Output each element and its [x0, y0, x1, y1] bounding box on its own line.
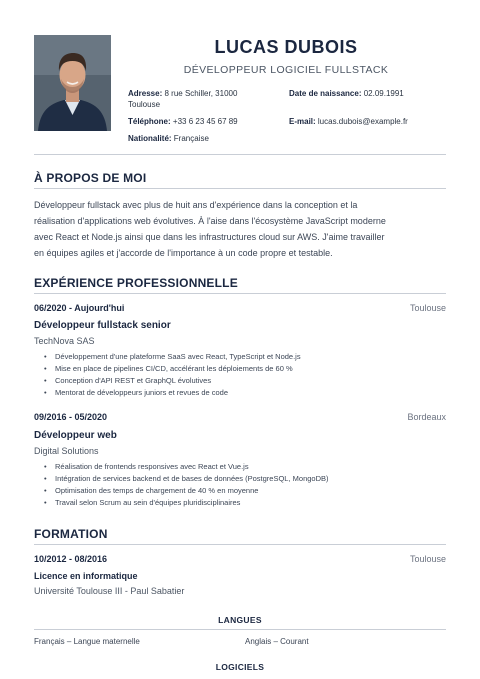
candidate-name: LUCAS DUBOIS [214, 37, 358, 57]
candidate-role: DÉVELOPPEUR LOGICIEL FULLSTACK [183, 64, 389, 76]
education-dates: 10/2012 - 08/2016 [34, 554, 108, 564]
phone-value: +33 6 23 45 67 89 [172, 117, 238, 126]
job-company: TechNova SAS [34, 336, 95, 346]
language-item: Anglais – Courant [245, 637, 309, 646]
job-dates: 09/2016 - 05/2020 [34, 412, 108, 422]
languages-title: LANGUES [218, 615, 262, 625]
job-bullet: • Conception d'API REST et GraphQL évolutives [43, 375, 443, 387]
about-line: Développeur fullstack avec plus de huit ans d'expérience dans la conception et la [34, 200, 358, 210]
job-company: Digital Solutions [34, 446, 99, 456]
birthdate-field [289, 88, 404, 99]
languages-divider [34, 629, 446, 630]
job-bullet: • Intégration de services backend et de bases de données (PostgreSQL, MongoDB) [43, 473, 443, 485]
education-school: Université Toulouse III - Paul Sabatier [34, 586, 185, 596]
job-bullets [43, 461, 443, 509]
email-field [289, 116, 408, 127]
job-city: Bordeaux [407, 412, 446, 422]
job-city: Toulouse [409, 303, 446, 313]
about-divider [34, 188, 446, 189]
job-bullet: • Mise en place de pipelines CI/CD, accélérant les déploiements de 60 % [43, 363, 443, 375]
nationality-value: Française [173, 134, 209, 143]
about-line: en équipes agiles et j'accorde de l'importance à un code propre et testable. [34, 248, 333, 258]
about-text [34, 197, 446, 261]
about-line: avec React et Node.js ainsi que dans les infrastructures cloud sur AWS. J'aime travailler [34, 232, 385, 242]
about-title: À PROPOS DE MOI [34, 171, 147, 185]
address-value: 8 rue Schiller, 31000 [164, 89, 238, 98]
profile-photo [34, 35, 111, 131]
job-bullet: • Mentorat de développeurs juniors et revues de code [43, 387, 443, 399]
experience-divider [34, 293, 446, 294]
phone-field [128, 116, 238, 127]
education-degree: Licence en informatique [34, 571, 138, 581]
address-label: Adresse: [128, 89, 163, 98]
job-bullet: • Réalisation de frontends responsives avec React et Vue.js [43, 461, 443, 473]
birthdate-label: Date de naissance: [289, 89, 362, 98]
email-label: E-mail: [289, 117, 316, 126]
experience-title: EXPÉRIENCE PROFESSIONNELLE [34, 276, 238, 290]
job-dates: 06/2020 - Aujourd'hui [34, 303, 125, 313]
nationality-label: Nationalité: [128, 134, 172, 143]
email-value: lucas.dubois@example.fr [317, 117, 408, 126]
address-value-city: Toulouse [128, 100, 161, 109]
education-city: Toulouse [409, 554, 446, 564]
job-bullet: • Développement d'une plateforme SaaS avec React, TypeScript et Node.js [43, 351, 443, 363]
address-field [128, 88, 278, 110]
about-line: réalisation d'applications web évolutives. À l'aise dans l'écosystème JavaScript moderne [34, 216, 386, 226]
nationality-field [128, 133, 209, 144]
education-title: FORMATION [34, 527, 108, 541]
birthdate-value: 02.09.1991 [363, 89, 404, 98]
job-bullet: • Travail selon Scrum au sein d'équipes pluridisciplinaires [43, 497, 443, 509]
job-bullets [43, 351, 443, 399]
job-title: Développeur web [34, 430, 117, 441]
software-title: LOGICIELS [215, 662, 265, 672]
phone-label: Téléphone: [128, 117, 171, 126]
education-divider [34, 544, 446, 545]
language-item: Français – Langue maternelle [34, 637, 140, 646]
job-bullet: • Optimisation des temps de chargement de 40 % en moyenne [43, 485, 443, 497]
header-divider [34, 154, 446, 155]
job-title: Développeur fullstack senior [34, 320, 171, 331]
